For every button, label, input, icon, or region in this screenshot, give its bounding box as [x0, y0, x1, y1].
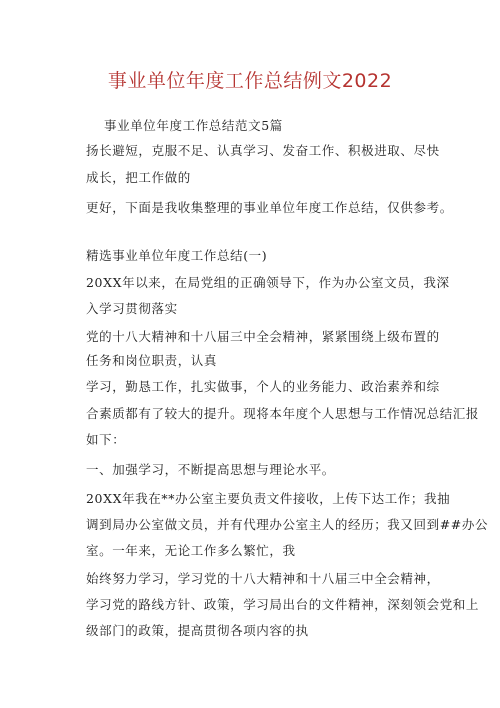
text-line: 调到局办公室做文员，并有代理办公室主人的经历；我又回到##办公	[86, 517, 489, 532]
document-title: 事业单位年度工作总结例文2022	[107, 70, 393, 92]
text-line: 一、加强学习，不断提高思想与理论水平。	[86, 462, 335, 477]
text-line: 始终努力学习，学习党的十八大精神和十八届三中全会精神，	[86, 571, 440, 586]
text-line: 扬长避短，克服不足、认真学习、发奋工作、积极进取、尽快	[86, 143, 440, 158]
text-line: 成长，把工作做的	[86, 170, 191, 185]
text-line: 学习，勤恳工作，扎实做事，个人的业务能力、政治素养和综	[86, 379, 440, 394]
text-line: 20XX年我在**办公室主要负责文件接收，上传下达工作；我抽	[86, 491, 451, 506]
text-line: 室。一年来，无论工作多么繁忙，我	[86, 543, 296, 558]
text-line: 任务和岗位职责，认真	[86, 353, 218, 368]
text-line: 精选事业单位年度工作总结(一)	[86, 248, 268, 263]
text-line: 级部门的政策，提高贯彻各项内容的执	[86, 623, 309, 638]
text-line: 事业单位年度工作总结范文5篇	[104, 118, 283, 133]
text-line: 党的十八大精神和十八届三中全会精神，紧紧围绕上级布置的	[86, 329, 440, 344]
text-line: 合素质都有了较大的提升。现将本年度个人思想与工作情况总结汇报	[86, 406, 480, 421]
text-line: 如下：	[86, 432, 126, 447]
text-line: 学习党的路线方针、政策，学习局出台的文件精神，深刻领会党和上	[86, 597, 480, 612]
text-line: 入学习贯彻落实	[86, 301, 178, 316]
text-line: 20XX年以来，在局党组的正确领导下，作为办公室文员，我深	[86, 275, 450, 290]
text-line: 更好，下面是我收集整理的事业单位年度工作总结，仅供参考。	[86, 200, 453, 215]
